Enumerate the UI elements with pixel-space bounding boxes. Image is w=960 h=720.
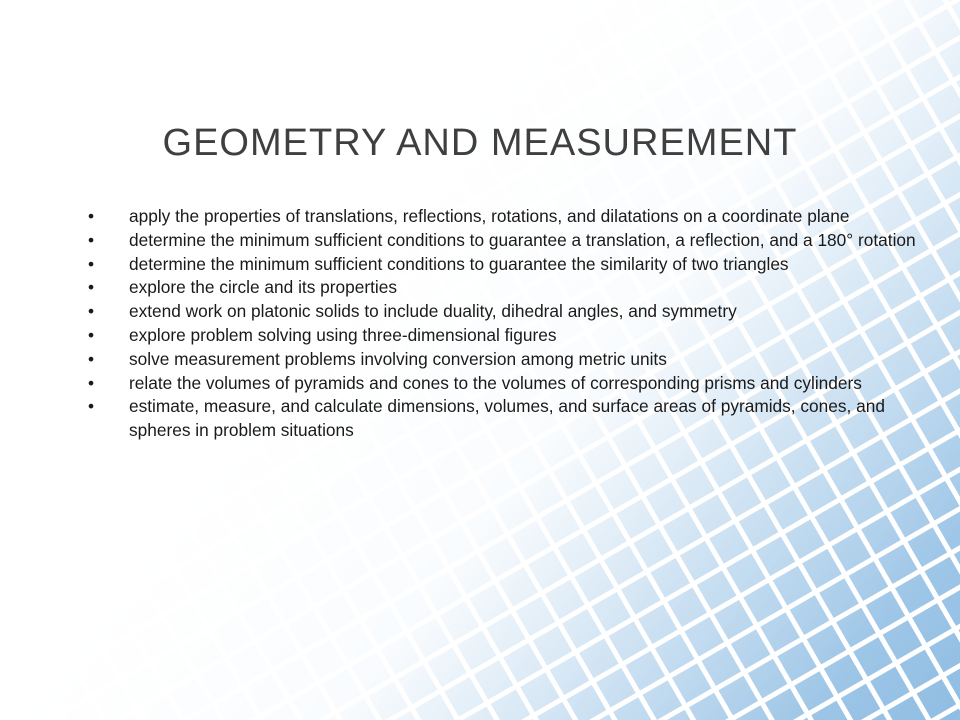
bullet-marker: • — [88, 301, 95, 322]
bullet-marker: • — [88, 348, 95, 369]
bullet-item — [88, 229, 928, 253]
slide-title: GEOMETRY AND MEASUREMENT — [162, 122, 798, 164]
bullet-marker: • — [88, 324, 95, 345]
bullet-item — [88, 276, 928, 300]
bullet-text: solve measurement problems involving conversion among metric units — [129, 348, 667, 369]
bullet-text: determine the minimum sufficient conditions to guarantee a translation, a reflection, and a 180° rotation — [129, 229, 916, 250]
bullet-text: determine the minimum sufficient conditions to guarantee the similarity of two triangles — [129, 253, 789, 274]
bullet-item — [88, 395, 928, 443]
bullet-marker: • — [88, 206, 95, 226]
bullet-item — [88, 300, 928, 324]
bullet-marker: • — [88, 396, 95, 417]
bullet-text: explore the circle and its properties — [129, 277, 397, 298]
bullet-item — [88, 324, 928, 348]
bullet-text: extend work on platonic solids to include duality, dihedral angles, and symmetry — [129, 301, 737, 322]
bullet-item — [88, 253, 928, 277]
bullet-text: relate the volumes of pyramids and cones to the volumes of corresponding prisms and cylinders — [129, 372, 862, 393]
bullet-marker: • — [88, 253, 95, 274]
bullet-item — [88, 372, 928, 396]
bullet-marker: • — [88, 277, 95, 298]
bullet-text: estimate, measure, and calculate dimensions, volumes, and surface areas of pyramids, cones, and spheres in problem situations — [129, 396, 885, 441]
bullet-list — [88, 205, 928, 443]
bullet-text: explore problem solving using three-dimensional figures — [129, 324, 557, 345]
bullet-item — [88, 205, 928, 229]
bullet-text: apply the properties of translations, reflections, rotations, and dilatations on a coordinate plane — [129, 206, 850, 226]
bullet-item — [88, 348, 928, 372]
bullet-marker: • — [88, 229, 95, 250]
bullet-marker: • — [88, 372, 95, 393]
